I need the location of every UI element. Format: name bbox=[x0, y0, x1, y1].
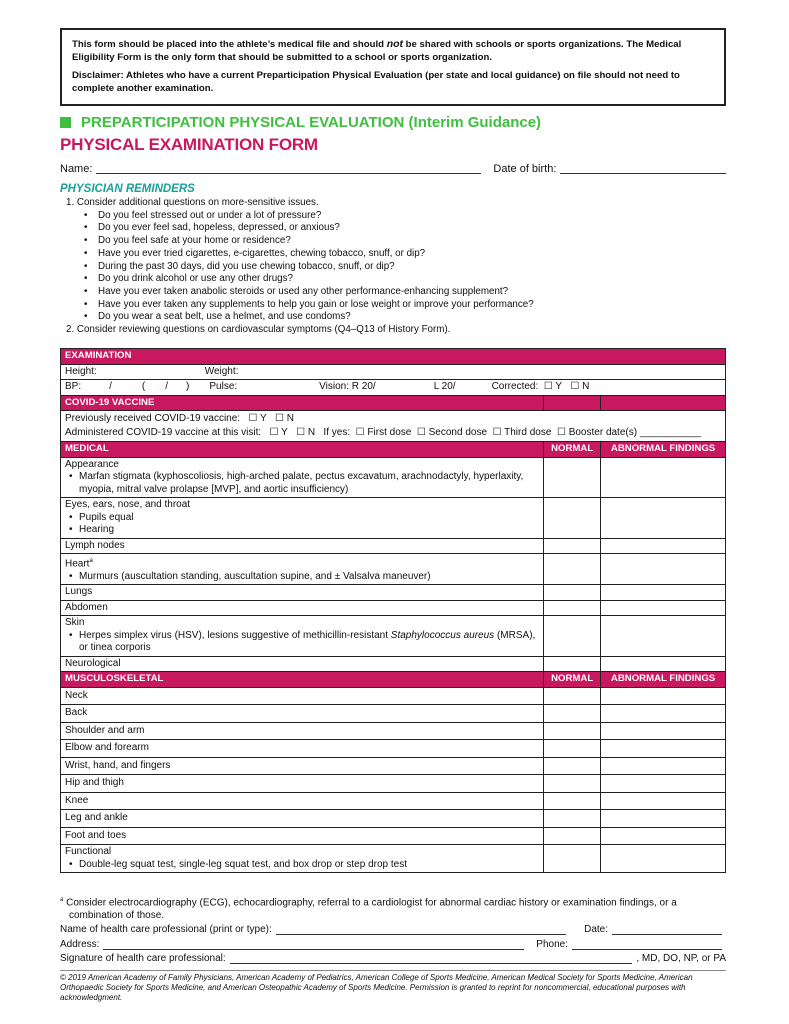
table-row: Knee bbox=[61, 792, 726, 810]
vitals-row[interactable]: BP: / ( / ) Pulse: Vision: R 20/ L 20/ Corrected: ☐ Y ☐ N bbox=[61, 380, 726, 396]
signature-row: Signature of health care professional: , MD, DO, NP, or PA bbox=[60, 953, 726, 965]
name-field[interactable] bbox=[96, 163, 481, 174]
phone-field[interactable] bbox=[572, 939, 722, 950]
corrected-yes-checkbox[interactable]: ☐ Y bbox=[543, 381, 563, 392]
notice-box bbox=[60, 28, 726, 106]
booster-checkbox[interactable]: ☐ Booster date(s) ___________ bbox=[556, 427, 702, 438]
table-row: Neurological bbox=[61, 656, 726, 672]
table-row: Back bbox=[61, 705, 726, 723]
covid-row[interactable]: Previously received COVID-19 vaccine: ☐ Y ☐ N Administered COVID-19 vaccine at this visit: ☐ Y ☐ N If yes: ☐ First dose ☐ Second dose ☐ Third dose ☐ Booster date(s) ___________ bbox=[61, 411, 726, 442]
notice-text: This form should be placed into the athlete’s medical file and should not be shared with schools or sports organizations. The Medical Eligibility Form is the only form that should be submitted to a school or sports organization. bbox=[72, 38, 682, 63]
admin-vaccine-no-checkbox[interactable]: ☐ N bbox=[296, 427, 316, 438]
table-row: Heart$^a$ • Murmurs (auscultation standing, auscultation supine, and ± Valsalva maneuver) bbox=[61, 554, 726, 585]
copyright: © 2019 American Academy of Family Physicians, American Academy of Pediatrics, American College of Sports Medicine, American Medical Society for Sports Medicine, American Orthopaedic Society for Sports Medicine, and American Osteopathic Academy of Sports Medicine. Permission is granted to reprint for noncommercial, educational purposes with acknowledgment. bbox=[60, 970, 726, 1003]
admin-vaccine-yes-checkbox[interactable]: ☐ Y bbox=[269, 427, 288, 438]
table-row: Elbow and forearm bbox=[61, 740, 726, 758]
table-row: Lungs bbox=[61, 585, 726, 601]
height-weight-row[interactable]: Height: Weight: bbox=[61, 364, 726, 380]
second-dose-checkbox[interactable]: ☐ Second dose bbox=[416, 427, 488, 438]
table-row: Functional • Double-leg squat test, single-leg squat test, and box drop or step drop test bbox=[61, 845, 726, 873]
date-field[interactable] bbox=[612, 924, 722, 935]
msk-header: MUSCULOSKELETAL bbox=[61, 672, 544, 688]
address-field[interactable] bbox=[103, 939, 524, 950]
table-row: Foot and toes bbox=[61, 827, 726, 845]
reminders-list: 1. Consider additional questions on more-sensitive issues. • Do you feel stressed out or under a lot of pressure? • Do you ever feel sad, hopeless, depressed, or anxious? • Do you feel safe at your home or residence? • Have you ever tried cigarettes, e-cigarettes, chewing tobacco, snuff, or dip? • During the past 30 days, did you use chewing tobacco, snuff, or dip? • Do you drink alcohol or use any other drugs? • Have you ever taken anabolic steroids or used any other performance-enhancing supplement? • Have you ever taken any supplements to help you gain or lose weight or improve your performance? • Do you wear a seat belt, use a helmet, and use condoms? 2. Consider reviewing questions on cardiovascular symptoms (Q4–Q13 of History Form). bbox=[66, 197, 534, 337]
table-row: Lymph nodes bbox=[61, 538, 726, 554]
hcp-name-field[interactable] bbox=[276, 924, 566, 935]
table-row: Appearance • Marfan stigmata (kyphoscoliosis, high-arched palate, pectus excavatum, arachnodactyly, hyperlaxity, myopia, mitral valve prolapse [MVP], and aortic insufficiency) bbox=[61, 457, 726, 498]
signature-field[interactable] bbox=[230, 953, 633, 964]
examination-header: EXAMINATION bbox=[61, 349, 726, 365]
table-row: Hip and thigh bbox=[61, 775, 726, 793]
name-dob-line: Name: Date of birth: bbox=[60, 163, 726, 175]
medical-header: MEDICAL bbox=[61, 442, 544, 458]
form-title: PHYSICAL EXAMINATION FORM bbox=[60, 135, 318, 154]
table-row: Neck bbox=[61, 687, 726, 705]
disclaimer-text: Disclaimer: Athletes who have a current Preparticipation Physical Evaluation (per state and local guidance) on file should not need to complete another examination. bbox=[72, 70, 680, 94]
prev-vaccine-yes-checkbox[interactable]: ☐ Y bbox=[248, 413, 267, 424]
table-row: Skin • Herpes simplex virus (HSV), lesions suggestive of methicillin-resistant Staphylococcus aureus (MRSA), or tinea corporis bbox=[61, 616, 726, 657]
first-dose-checkbox[interactable]: ☐ First dose bbox=[355, 427, 412, 438]
table-row: Eyes, ears, nose, and throat • Pupils equal • Hearing bbox=[61, 498, 726, 539]
corrected-no-checkbox[interactable]: ☐ N bbox=[570, 381, 590, 392]
table-row: Wrist, hand, and fingers bbox=[61, 757, 726, 775]
table-row: Shoulder and arm bbox=[61, 722, 726, 740]
table-row: Abdomen bbox=[61, 600, 726, 616]
address-row: Address: Phone: bbox=[60, 939, 726, 952]
dob-field[interactable] bbox=[560, 163, 726, 174]
prev-vaccine-no-checkbox[interactable]: ☐ N bbox=[275, 413, 294, 424]
form-footer bbox=[60, 894, 726, 966]
exam-table: EXAMINATION Height: Weight: BP: / ( / ) Pulse: Vision: R 20/ L 20/ Corrected: ☐ Y ☐ N COVID-19 VACCINE Previously received COVID-19 vaccine: ☐ Y ☐ N Administered COVID-19 vaccine at this visit: ☐ Y ☐ N If yes: ☐ First dose ☐ Second dose ☐ Third dose ☐ Booster date(s) ___________ MEDICAL NORMAL ABNORMAL FINDINGS Appearance • Marfan stigmata (kyphoscoliosis, high-arched palate, pectus excavatum, arachnodactyly, hyperlaxity, myopia, mitral valve prolapse [MVP], and aortic insufficiency) Eyes, ears, nose, and throat • Pupils equal • Hearing Lymph nodes Heart$^a$ • Murmurs (auscultation standing, auscultation supine, and ± Valsalva maneuver) Lungs Abdomen Skin • Herpes simplex virus (HSV), lesions suggestive of methicillin-resistant Staphylococcus aureus (MRSA), or tinea corporis Neurological MUSCULOSKELETAL NORMAL ABNORMAL FINDINGS Neck Back Shoulder and arm Elbow and forearm Wrist, hand, and fingers Hip and thigh Knee Leg and ankle Foot and toes Functional • Double-leg squat test, single-leg squat test, and box drop or step drop test bbox=[60, 348, 726, 873]
third-dose-checkbox[interactable]: ☐ Third dose bbox=[492, 427, 552, 438]
hcp-row: Name of health care professional (print or type): Date: bbox=[60, 924, 726, 937]
table-row: Leg and ankle bbox=[61, 810, 726, 828]
green-square-icon bbox=[60, 117, 71, 128]
ppe-title: PREPARTICIPATION PHYSICAL EVALUATION (Interim Guidance) bbox=[60, 114, 541, 131]
footnote: $^a$ Consider electrocardiography (ECG), echocardiography, referral to a cardiologist for abnormal cardiac history or examination findings, or a combination of those. bbox=[60, 897, 677, 921]
reminders-heading: PHYSICIAN REMINDERS bbox=[60, 183, 195, 195]
covid-header: COVID-19 VACCINE bbox=[61, 395, 544, 411]
